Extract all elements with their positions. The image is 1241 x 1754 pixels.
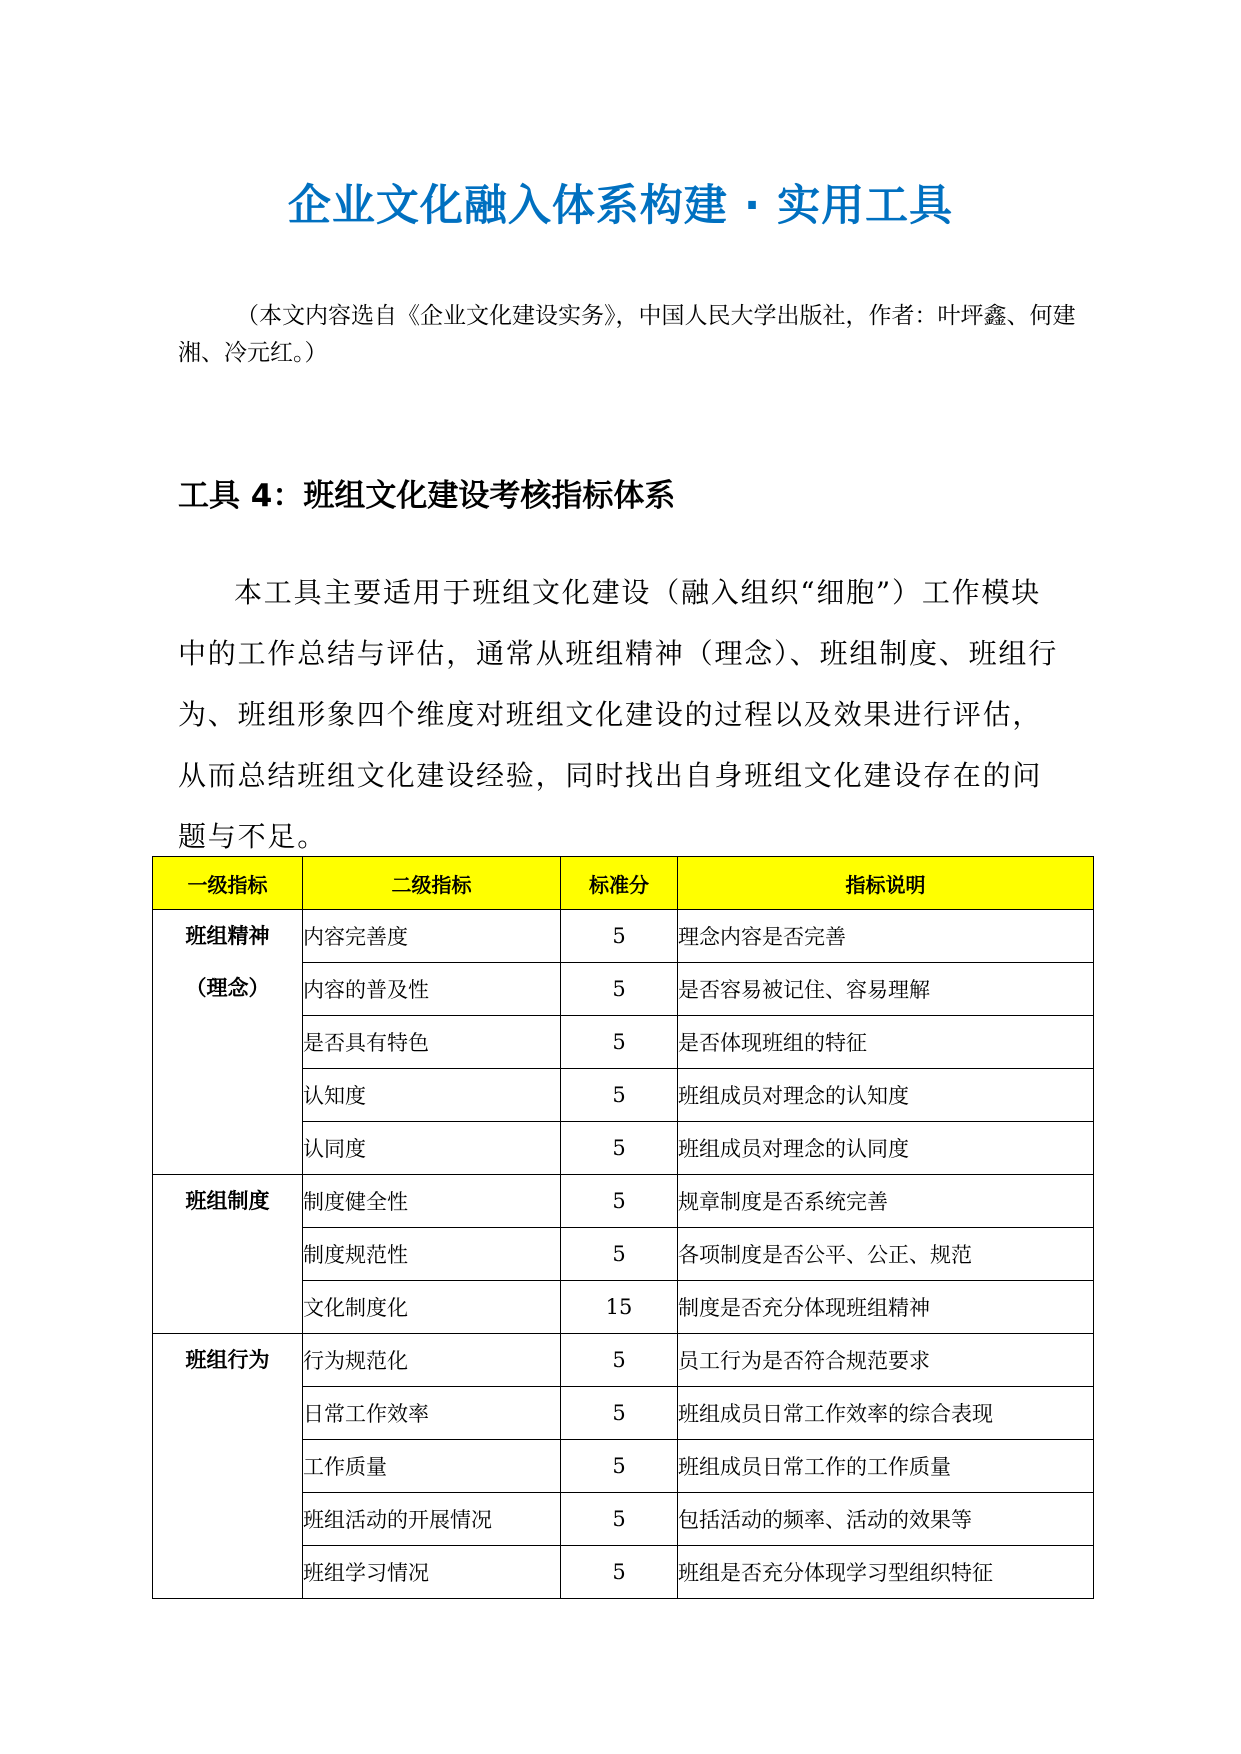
description-cell: 班组是否充分体现学习型组织特征 xyxy=(678,1546,1094,1599)
description-cell: 是否体现班组的特征 xyxy=(678,1016,1094,1069)
category-cell xyxy=(153,1175,303,1334)
sub-indicator-cell: 认知度 xyxy=(303,1069,561,1122)
description-cell: 包括活动的频率、活动的效果等 xyxy=(678,1493,1094,1546)
sub-indicator-cell: 班组学习情况 xyxy=(303,1546,561,1599)
score-cell: 5 xyxy=(561,1016,678,1069)
sub-indicator-cell: 内容完善度 xyxy=(303,910,561,963)
score-cell: 5 xyxy=(561,1069,678,1122)
sub-indicator-cell: 行为规范化 xyxy=(303,1334,561,1387)
sub-indicator-cell: 工作质量 xyxy=(303,1440,561,1493)
score-cell: 5 xyxy=(561,1387,678,1440)
table-row xyxy=(153,910,1094,963)
sub-indicator-cell: 制度健全性 xyxy=(303,1175,561,1228)
indicator-table xyxy=(152,856,1094,1599)
score-cell: 5 xyxy=(561,1175,678,1228)
category-cell xyxy=(153,1334,303,1599)
description-cell: 制度是否充分体现班组精神 xyxy=(678,1281,1094,1334)
description-cell: 员工行为是否符合规范要求 xyxy=(678,1334,1094,1387)
category-label: （理念） xyxy=(185,976,270,1000)
description-cell: 各项制度是否公平、公正、规范 xyxy=(678,1228,1094,1281)
score-cell: 5 xyxy=(561,963,678,1016)
score-cell: 15 xyxy=(561,1281,678,1334)
sub-indicator-cell: 是否具有特色 xyxy=(303,1016,561,1069)
category-label: 班组精神 xyxy=(185,924,270,948)
page-title: 企业文化融入体系构建 · 实用工具 xyxy=(287,181,954,231)
description-cell: 是否容易被记住、容易理解 xyxy=(678,963,1094,1016)
description-cell: 规章制度是否系统完善 xyxy=(678,1175,1094,1228)
description-cell: 理念内容是否完善 xyxy=(678,910,1094,963)
category-cell xyxy=(153,910,303,1175)
score-cell: 5 xyxy=(561,910,678,963)
sub-indicator-cell: 日常工作效率 xyxy=(303,1387,561,1440)
sub-indicator-cell: 认同度 xyxy=(303,1122,561,1175)
section-heading: 工具 4：班组文化建设考核指标体系 xyxy=(178,478,676,514)
header-cell: 二级指标 xyxy=(303,857,561,910)
description-cell: 班组成员对理念的认知度 xyxy=(678,1069,1094,1122)
table-row xyxy=(153,1334,1094,1387)
sub-indicator-cell: 内容的普及性 xyxy=(303,963,561,1016)
sub-indicator-cell: 制度规范性 xyxy=(303,1228,561,1281)
category-label: 班组制度 xyxy=(185,1189,270,1213)
score-cell: 5 xyxy=(561,1493,678,1546)
header-cell: 标准分 xyxy=(561,857,678,910)
score-cell: 5 xyxy=(561,1334,678,1387)
table-row xyxy=(153,1175,1094,1228)
score-cell: 5 xyxy=(561,1440,678,1493)
header-cell: 指标说明 xyxy=(678,857,1094,910)
sub-indicator-cell: 班组活动的开展情况 xyxy=(303,1493,561,1546)
category-label: 班组行为 xyxy=(185,1348,270,1372)
table-header-row xyxy=(153,857,1094,910)
description-cell: 班组成员对理念的认同度 xyxy=(678,1122,1094,1175)
header-cell: 一级指标 xyxy=(153,857,303,910)
score-cell: 5 xyxy=(561,1122,678,1175)
source-note: （本文内容选自《企业文化建设实务》，中国人民大学出版社，作者：叶坪鑫、何建湘、冷元红。） xyxy=(178,303,1076,366)
intro-paragraph: 本工具主要适用于班组文化建设（融入组织“细胞”）工作模块中的工作总结与评估，通常从班组精神（理念）、班组制度、班组行为、班组形象四个维度对班组文化建设的过程以及效果进行评估，从而总结班组文化建设经验，同时找出自身班组文化建设存在的问题与不足。 xyxy=(178,576,1059,853)
description-cell: 班组成员日常工作效率的综合表现 xyxy=(678,1387,1094,1440)
description-cell: 班组成员日常工作的工作质量 xyxy=(678,1440,1094,1493)
score-cell: 5 xyxy=(561,1228,678,1281)
sub-indicator-cell: 文化制度化 xyxy=(303,1281,561,1334)
score-cell: 5 xyxy=(561,1546,678,1599)
